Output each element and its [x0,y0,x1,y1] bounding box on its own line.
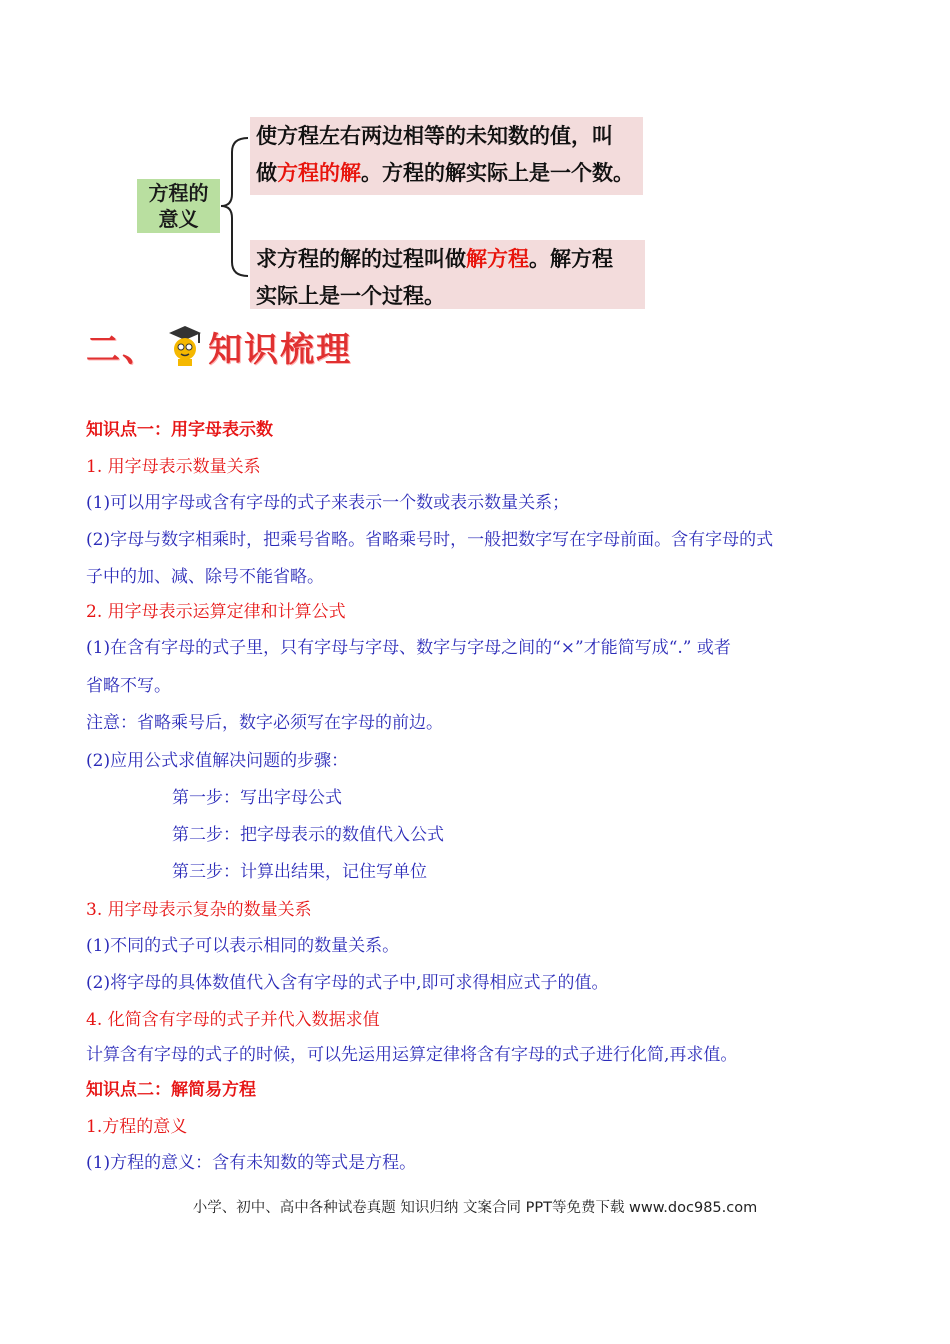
def1-line2-post: 。方程的解实际上是一个数。 [361,161,634,185]
definition-box-solving [250,240,645,309]
step-1: 第一步：写出字母公式 [172,788,342,808]
graduate-mascot-icon [163,323,203,367]
def2-line1 [256,241,639,278]
section-3-title: 3. 用字母表示复杂的数量关系 [86,900,312,920]
def1-line1: 使方程左右两边相等的未知数的值，叫 [256,124,613,148]
equation-section-1-title: 1.方程的意义 [86,1117,188,1137]
def1-line2-pre: 做 [256,161,277,185]
concept-label-line1: 方程的 [148,181,209,205]
section-1-para-2a: (2)字母与数字相乘时，把乘号省略。省略乘号时，一般把数字写在字母前面。含有字母的式 [86,530,774,550]
equation-section-1-para-1: (1)方程的意义：含有未知数的等式是方程。 [86,1153,417,1173]
footer-text: 小学、初中、高中各种试卷真题 知识归纳 文案合同 PPT等免费下载 www.doc985.com [192,1200,758,1216]
section-1-title: 1. 用字母表示数量关系 [86,457,261,477]
section-3-para-2: (2)将字母的具体数值代入含有字母的式子中,即可求得相应式子的值。 [86,973,609,993]
section-2-para-2: (2)应用公式求值解决问题的步骤： [86,751,349,771]
section-4-para-1: 计算含有字母的式子的时候，可以先运用运算定律将含有字母的式子进行化简,再求值。 [86,1045,738,1065]
knowledge-point-2-title: 知识点二：解简易方程 [86,1080,256,1100]
section-banner [86,322,352,371]
curly-brace-icon [218,136,252,278]
definition-box-solution [250,117,643,195]
section-2-para-1b: 省略不写。 [86,676,171,696]
section-2-title: 2. 用字母表示运算定律和计算公式 [86,602,346,622]
section-2-note: 注意：省略乘号后，数字必须写在字母的前边。 [86,713,443,733]
step-3: 第三步：计算出结果，记住写单位 [172,862,427,882]
concept-label-line2: 意义 [158,207,199,231]
section-1-para-1: (1)可以用字母或含有字母的式子来表示一个数或表示数量关系； [86,493,570,513]
def1-line2 [256,155,637,192]
def2-line2: 实际上是一个过程。 [256,284,445,308]
def2-highlight: 解方程 [466,247,529,271]
section-3-para-1: (1)不同的式子可以表示相同的数量关系。 [86,936,400,956]
section-1-para-2b: 子中的加、减、除号不能省略。 [86,567,324,587]
concept-label [137,179,220,233]
step-2: 第二步：把字母表示的数值代入公式 [172,825,444,845]
section-2-para-1a: (1)在含有字母的式子里，只有字母与字母、数字与字母之间的“×”才能简写成“.” 或者 [86,638,731,658]
banner-title: 知识梳理 [208,330,353,370]
def1-highlight: 方程的解 [277,161,361,185]
section-4-title: 4. 化简含有字母的式子并代入数据求值 [86,1010,380,1030]
knowledge-point-1-title: 知识点一：用字母表示数 [86,420,273,440]
def2-line1-pre: 求方程的解的过程叫做 [256,247,466,271]
def2-line1-post: 。解方程 [529,247,613,271]
banner-prefix: 二、 [86,330,158,370]
